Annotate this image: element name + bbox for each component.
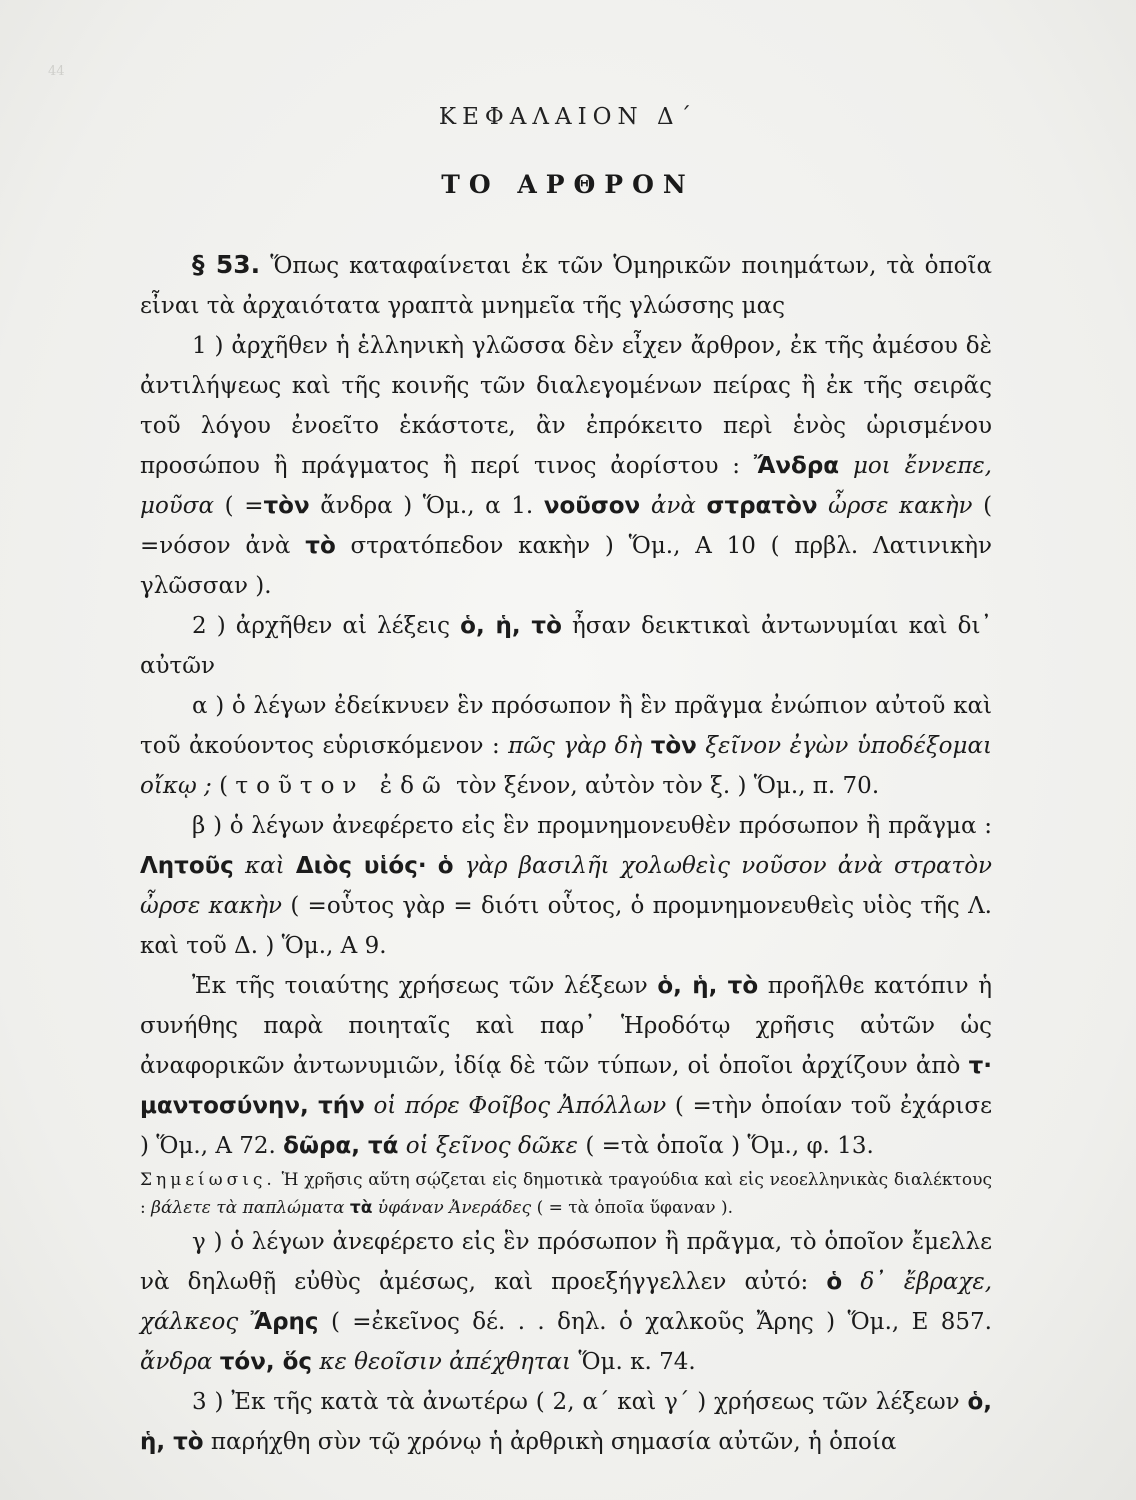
chapter-heading: ΚΕΦΑΛΑΙΟΝ Δ΄ [438, 104, 698, 130]
paragraph-item-2: 2 ) ἀρχῆθεν αἱ λέξεις ὁ, ἡ, τὸ ἦσαν δεικτικαὶ ἀντωνυμίαι καὶ δι᾽ αὐτῶν [140, 613, 993, 679]
paragraph-53: § 53. Ὅπως καταφαίνεται ἐκ τῶν Ὁμηρικῶν ποιημάτων, τὰ ὁποῖα εἶναι τὰ ἀρχαιότατα γραπτὰ μνημεῖα τῆς γλώσσης μας [140, 250, 993, 319]
section-title: ΤΟ ΑΡΘΡΟΝ [441, 170, 695, 199]
paragraph-usage: Ἐκ τῆς τοιαύτης χρήσεως τῶν λέξεων ὁ, ἡ, τὸ προῆλθε κατόπιν ἡ συνήθης παρὰ ποιηταῖς καὶ παρ᾽ Ἡροδότῳ χρῆσις αὐτῶν ὡς ἀναφορικῶν ἀντωνυμιῶν, ἰδίᾳ δὲ τῶν τύπων, οἱ ὁποῖοι ἀρχίζουν ἀπὸ τ· μαντοσύνην, τήν οἱ πόρε Φοῖβος Ἀπόλλων ( =τὴν ὁποίαν τοῦ ἐχάρισε ) Ὅμ., Α 72. δῶρα, τά οἱ ξεῖνος δῶκε ( =τὰ ὁποῖα ) Ὅμ., φ. 13. [140, 973, 993, 1159]
paragraph-item-beta: β ) ὁ λέγων ἀνεφέρετο εἰς ἓν προμνημονευθὲν πρόσωπον ἢ πρᾶγμα : Λητοῦς καὶ Διὸς υἱός· ὁ γὰρ βασιλῆι χολωθεὶς νοῦσον ἀνὰ στρατὸν ὦρσε κακὴν ( =οὗτος γὰρ = διότι οὗτος, ὁ προμνημονευθεὶς υἱὸς τῆς Λ. καὶ τοῦ Δ. ) Ὅμ., Α 9. [140, 813, 993, 959]
footnote-remark: Σημείωσις. Ἡ χρῆσις αὕτη σῴζεται εἰς δημοτικὰ τραγούδια καὶ εἰς νεοελληνικὰς διαλέκτους : βάλετε τὰ παπλώματα τὰ ὑφάναν Ἀνεράδες ( = τὰ ὁποῖα ὕφαναν ). [140, 1170, 992, 1218]
paragraph-item-3: 3 ) Ἐκ τῆς κατὰ τὰ ἀνωτέρω ( 2, α΄ καὶ γ΄ ) χρήσεως τῶν λέξεων ὁ, ἡ, τὸ παρήχθη σὺν τῷ χρόνῳ ἡ ἀρθρικὴ σημασία αὐτῶν, ἡ ὁποία [140, 1389, 992, 1455]
page-number: 44 [48, 64, 65, 79]
paragraph-item-alpha: α ) ὁ λέγων ἐδείκνυεν ἓν πρόσωπον ἢ ἓν πρᾶγμα ἐνώπιον αὐτοῦ καὶ τοῦ ἀκούοντος εὑρισκόμενον : πῶς γὰρ δὴ τὸν ξεῖνον ἐγὼν ὑποδέξομαι οἴκῳ ; ( τοῦτον ἐδῶ τὸν ξένον, αὐτὸν τὸν ξ. ) Ὅμ., π. 70. [140, 693, 993, 799]
note-label: Σημείωσις. [140, 1170, 276, 1190]
section-number: § 53. [192, 250, 261, 279]
body-text [140, 245, 992, 1462]
paragraph-item-1: 1 ) ἀρχῆθεν ἡ ἑλληνικὴ γλῶσσα δὲν εἶχεν ἄρθρον, ἐκ τῆς ἀμέσου δὲ ἀντιλήψεως καὶ τῆς κοινῆς τῶν διαλεγομένων πείρας ἢ ἐκ τῆς σειρᾶς τοῦ λόγου ἐνοεῖτο ἑκάστοτε, ἂν ἐπρόκειτο περὶ ἑνὸς ὡρισμένου προσώπου ἢ πράγματος ἢ περί τινος ἀορίστου : Ἄνδρα μοι ἔννεπε, μοῦσα ( =τὸν ἄνδρα ) Ὅμ., α 1. νοῦσον ἀνὰ στρατὸν ὦρσε κακὴν ( =νόσον ἀνὰ τὸ στρατόπεδον κακὴν ) Ὅμ., Α 10 ( πρβλ. Λατινικὴν γλῶσσαν ). [140, 333, 993, 599]
paragraph-item-gamma: γ ) ὁ λέγων ἀνεφέρετο εἰς ἓν πρόσωπον ἢ πρᾶγμα, τὸ ὁποῖον ἔμελλε νὰ δηλωθῇ εὐθὺς ἀμέσως, καὶ προεξήγγελλεν αὐτό: ὁ δ᾽ ἔβραχε, χάλκεος Ἄρης ( =ἐκεῖνος δέ. . . δηλ. ὁ χαλκοῦς Ἄρης ) Ὅμ., Ε 857. ἄνδρα τόν, ὅς κε θεοῖσιν ἀπέχθηται Ὅμ. κ. 74. [140, 1229, 993, 1375]
